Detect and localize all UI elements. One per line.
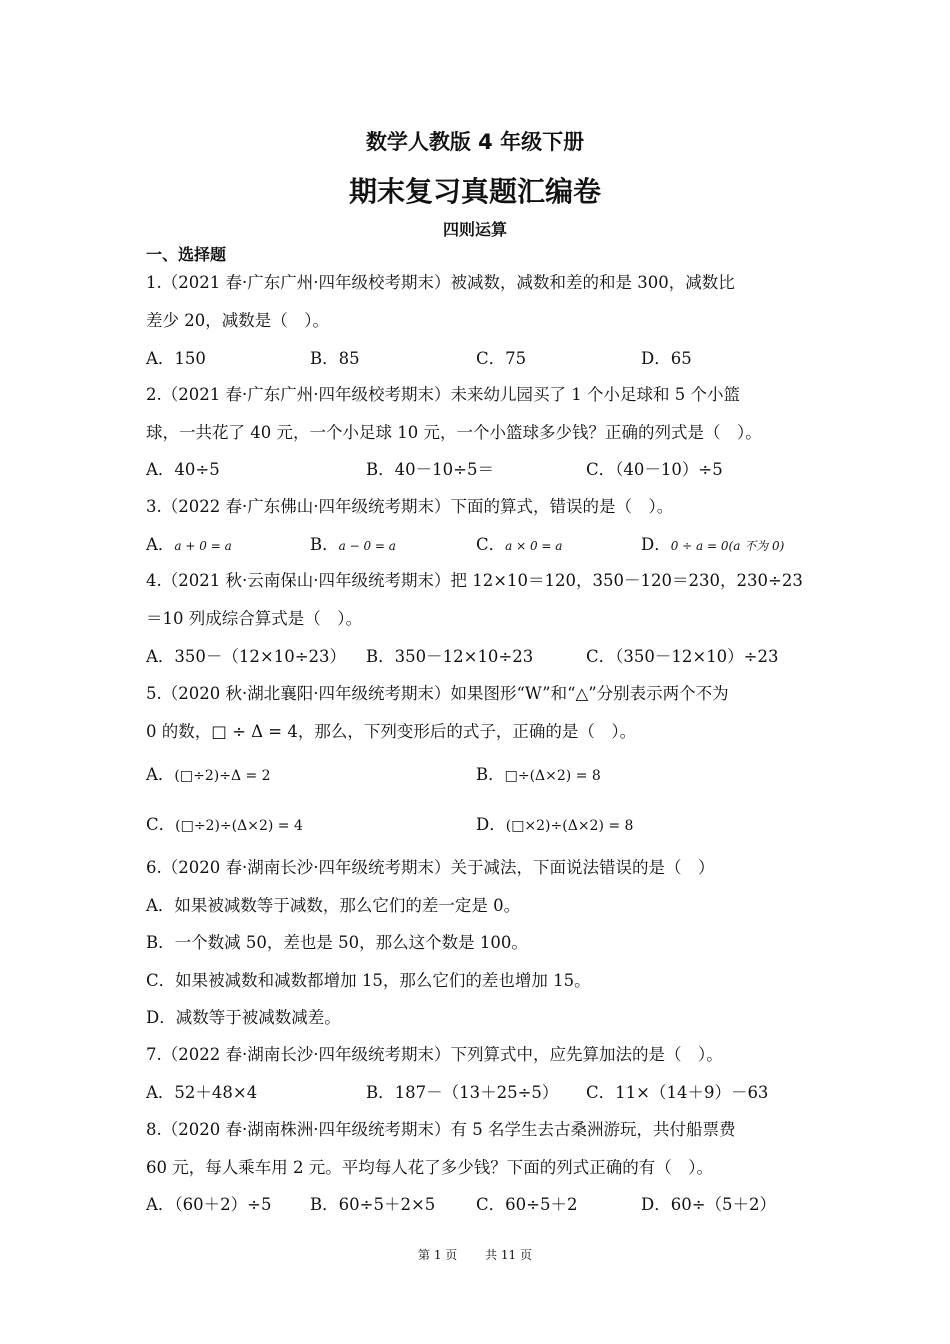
question-1-line-1: 1.（2021 春·广东广州·四年级校考期末）被减数，减数和差的和是 300，减数比 <box>146 273 735 292</box>
q3-option-a: A．a + 0 = a <box>146 535 232 554</box>
page-footer <box>0 1246 950 1263</box>
q3-option-b: B．a − 0 = a <box>310 535 396 554</box>
question-2-line-2: 球，一共花了 40 元，一个小足球 10 元，一个小篮球多少钱？正确的列式是（ ）。 <box>146 423 762 442</box>
subtitle: 四则运算 <box>442 220 507 239</box>
question-4-line-1: 4.（2021 秋·云南保山·四年级统考期末）把 12×10＝120，350－120＝230，230÷23 <box>146 571 803 590</box>
q5-option-c: C．(□÷2)÷(Δ×2) = 4 <box>146 815 303 834</box>
q1-option-a: A．150 <box>146 349 206 368</box>
q7-option-b: B．187－（13＋25÷5） <box>366 1083 559 1102</box>
page-total: 共 11 页 <box>485 1248 532 1262</box>
question-6-statement-c: C．如果被减数和减数都增加 15，那么它们的差也增加 15。 <box>146 971 591 990</box>
q3-option-c: C．a × 0 = a <box>476 535 563 554</box>
q4-option-c: C．（350－12×10）÷23 <box>586 647 779 666</box>
q4-option-a: A．350－（12×10÷23） <box>146 647 347 666</box>
question-4-line-2: ＝10 列成综合算式是（ ）。 <box>146 609 362 628</box>
q8-option-a: A．（60＋2）÷5 <box>146 1195 272 1214</box>
q1-option-c: C．75 <box>476 349 527 368</box>
question-5-line-2: 0 的数，□ ÷ Δ = 4，那么，下列变形后的式子，正确的是（ ）。 <box>146 722 637 741</box>
q5-option-d-expr: (□×2)÷(Δ×2) = 8 <box>505 818 634 834</box>
question-7-line-1: 7.（2022 春·湖南长沙·四年级统考期末）下列算式中，应先算加法的是（ ）。 <box>146 1045 723 1064</box>
q5-option-b: B．□÷(Δ×2) = 8 <box>476 765 601 784</box>
q3-option-d-expr: 0 ÷ a = 0(a 不为 0) <box>670 539 785 553</box>
question-6-statement-d: D．减数等于被减数减差。 <box>146 1008 341 1027</box>
q7-option-c: C．11×（14＋9）－63 <box>586 1083 769 1102</box>
grade-title: 数学人教版 4 年级下册 <box>365 130 585 154</box>
q7-option-a: A．52＋48×4 <box>146 1083 258 1102</box>
q5-option-d: D．(□×2)÷(Δ×2) = 8 <box>476 815 634 834</box>
question-3-line-1: 3.（2022 春·广东佛山·四年级统考期末）下面的算式，错误的是（ ）。 <box>146 497 674 516</box>
q5-option-c-expr: (□÷2)÷(Δ×2) = 4 <box>175 818 303 834</box>
q8-option-d: D．60÷（5＋2） <box>641 1195 777 1214</box>
section-heading: 一、选择题 <box>146 245 227 264</box>
q1-option-d: D．65 <box>641 349 692 368</box>
q5-option-a-expr: (□÷2)÷Δ = 2 <box>174 768 271 784</box>
question-6-line-1: 6.（2020 春·湖南长沙·四年级统考期末）关于减法，下面说法错误的是（ ） <box>146 858 715 877</box>
q5-option-a: A．(□÷2)÷Δ = 2 <box>146 765 271 784</box>
q3-option-d: D．0 ÷ a = 0(a 不为 0) <box>641 535 785 554</box>
q2-option-c: C．（40－10）÷5 <box>586 460 723 479</box>
q8-option-c: C．60÷5＋2 <box>476 1195 578 1214</box>
q1-option-b: B．85 <box>310 349 360 368</box>
question-1-line-2: 差少 20，减数是（ ）。 <box>146 311 329 330</box>
main-title: 期末复习真题汇编卷 <box>348 175 601 208</box>
question-2-line-1: 2.（2021 春·广东广州·四年级校考期末）未来幼儿园买了 1 个小足球和 5 个小篮 <box>146 385 740 404</box>
q2-option-b: B．40－10÷5＝ <box>366 460 494 479</box>
q3-option-a-expr: a + 0 = a <box>174 539 232 553</box>
question-8-line-1: 8.（2020 春·湖南株洲·四年级统考期末）有 5 名学生去古桑洲游玩，共付船票费 <box>146 1120 736 1139</box>
q3-option-c-expr: a × 0 = a <box>505 539 563 553</box>
question-6-statement-b: B．一个数减 50，差也是 50，那么这个数是 100。 <box>146 933 528 952</box>
question-6-statement-a: A．如果被减数等于减数，那么它们的差一定是 0。 <box>146 896 521 915</box>
question-8-line-2: 60 元，每人乘车用 2 元。平均每人花了多少钱？下面的列式正确的有（ ）。 <box>146 1158 713 1177</box>
q4-option-b: B．350－12×10÷23 <box>366 647 534 666</box>
page-number: 第 1 页 <box>418 1248 458 1262</box>
q5-option-b-expr: □÷(Δ×2) = 8 <box>504 768 601 784</box>
question-5-line-1: 5.（2020 秋·湖北襄阳·四年级统考期末）如果图形“W”和“△”分别表示两个不为 <box>146 684 729 703</box>
q8-option-b: B．60÷5＋2×5 <box>310 1195 436 1214</box>
q2-option-a: A．40÷5 <box>146 460 220 479</box>
q3-option-b-expr: a − 0 = a <box>338 539 396 553</box>
